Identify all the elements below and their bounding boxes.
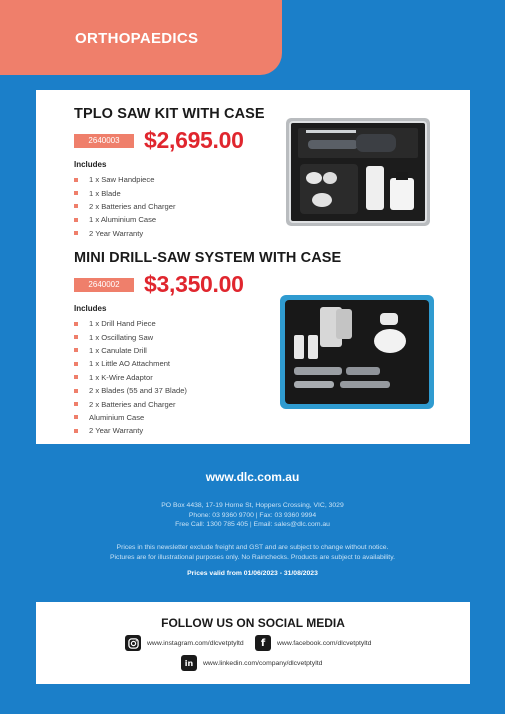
category-tab: [0, 0, 282, 75]
drill-saw-case-image: [280, 295, 434, 409]
includes-list: [74, 173, 265, 240]
contact-details: [0, 501, 505, 530]
products-card: [36, 90, 470, 444]
bullet-icon: [74, 322, 78, 326]
includes-label: Includes: [74, 304, 107, 313]
linkedin-url[interactable]: www.linkedin.com/company/dlcvetptyltd: [203, 659, 323, 667]
disclaimer: [0, 543, 505, 562]
bullet-icon: [74, 218, 78, 222]
list-item: 1 x Blade: [74, 186, 265, 199]
disclaimer-line: Prices in this newsletter exclude freight and GST and are subject to change without notice.: [116, 544, 389, 551]
social-panel: [36, 602, 470, 684]
bullet-icon: [74, 348, 78, 352]
bullet-icon: [74, 402, 78, 406]
product-tplo: [74, 106, 265, 240]
bullet-icon: [74, 375, 78, 379]
list-item: 2 x Batteries and Charger: [74, 200, 265, 213]
free-call-email-text: Free Call: 1300 785 405 | Email: sales@dlc.com.au: [175, 521, 330, 529]
list-item: 1 x Drill Hand Piece: [74, 317, 341, 330]
list-item: 1 x Little AO Attachment: [74, 357, 341, 370]
product-code-badge: 2640003: [74, 134, 134, 148]
product-price: $2,695.00: [144, 127, 244, 153]
list-item: 1 x Aluminium Case: [74, 213, 265, 226]
bullet-icon: [74, 335, 78, 339]
bullet-icon: [74, 178, 78, 182]
instagram-url[interactable]: www.instagram.com/dlcvetptyltd: [147, 639, 244, 647]
bullet-icon: [74, 429, 78, 433]
product-title: TPLO SAW KIT WITH CASE: [74, 106, 265, 122]
bullet-icon: [74, 362, 78, 366]
facebook-link[interactable]: [255, 635, 371, 651]
facebook-url[interactable]: www.facebook.com/dlcvetptyltd: [277, 639, 372, 647]
facebook-icon: f: [255, 635, 271, 651]
list-item: 2 x Blades (55 and 37 Blade): [74, 384, 341, 397]
list-item: 1 x K-Wire Adaptor: [74, 371, 341, 384]
instagram-icon: [125, 635, 141, 651]
list-item: 2 Year Warranty: [74, 424, 341, 437]
product-title: MINI DRILL-SAW SYSTEM WITH CASE: [74, 250, 342, 266]
website-link[interactable]: www.dlc.com.au: [205, 470, 300, 484]
product-code-badge: 2640002: [74, 278, 134, 292]
linkedin-link[interactable]: [181, 655, 322, 671]
bullet-icon: [74, 415, 78, 419]
disclaimer-line: Pictures are for illustrational purposes only. No Rainchecks. Products are subject to availability.: [110, 553, 395, 561]
address-text: PO Box 4438, 17-19 Horne St, Hoppers Crossing, VIC, 3029: [161, 502, 344, 509]
category-title: ORTHOPAEDICS: [75, 30, 199, 47]
instagram-link[interactable]: [125, 635, 244, 651]
list-item: 2 x Batteries and Charger: [74, 397, 341, 410]
bullet-icon: [74, 191, 78, 195]
linkedin-icon: in: [181, 655, 197, 671]
saw-kit-case-image: [286, 118, 430, 226]
social-title: FOLLOW US ON SOCIAL MEDIA: [161, 616, 345, 630]
list-item: Aluminium Case: [74, 411, 341, 424]
list-item: 2 Year Warranty: [74, 227, 265, 240]
bullet-icon: [74, 231, 78, 235]
product-price: $3,350.00: [144, 271, 244, 297]
includes-label: Includes: [74, 160, 107, 169]
validity-text: Prices valid from 01/06/2023 - 31/08/2023: [187, 570, 318, 577]
list-item: 1 x Canulate Drill: [74, 344, 341, 357]
bullet-icon: [74, 204, 78, 208]
list-item: 1 x Saw Handpiece: [74, 173, 265, 186]
list-item: 1 x Oscillating Saw: [74, 330, 341, 343]
bullet-icon: [74, 389, 78, 393]
phone-fax-text: Phone: 03 9360 9700 | Fax: 03 9360 9994: [188, 511, 317, 519]
